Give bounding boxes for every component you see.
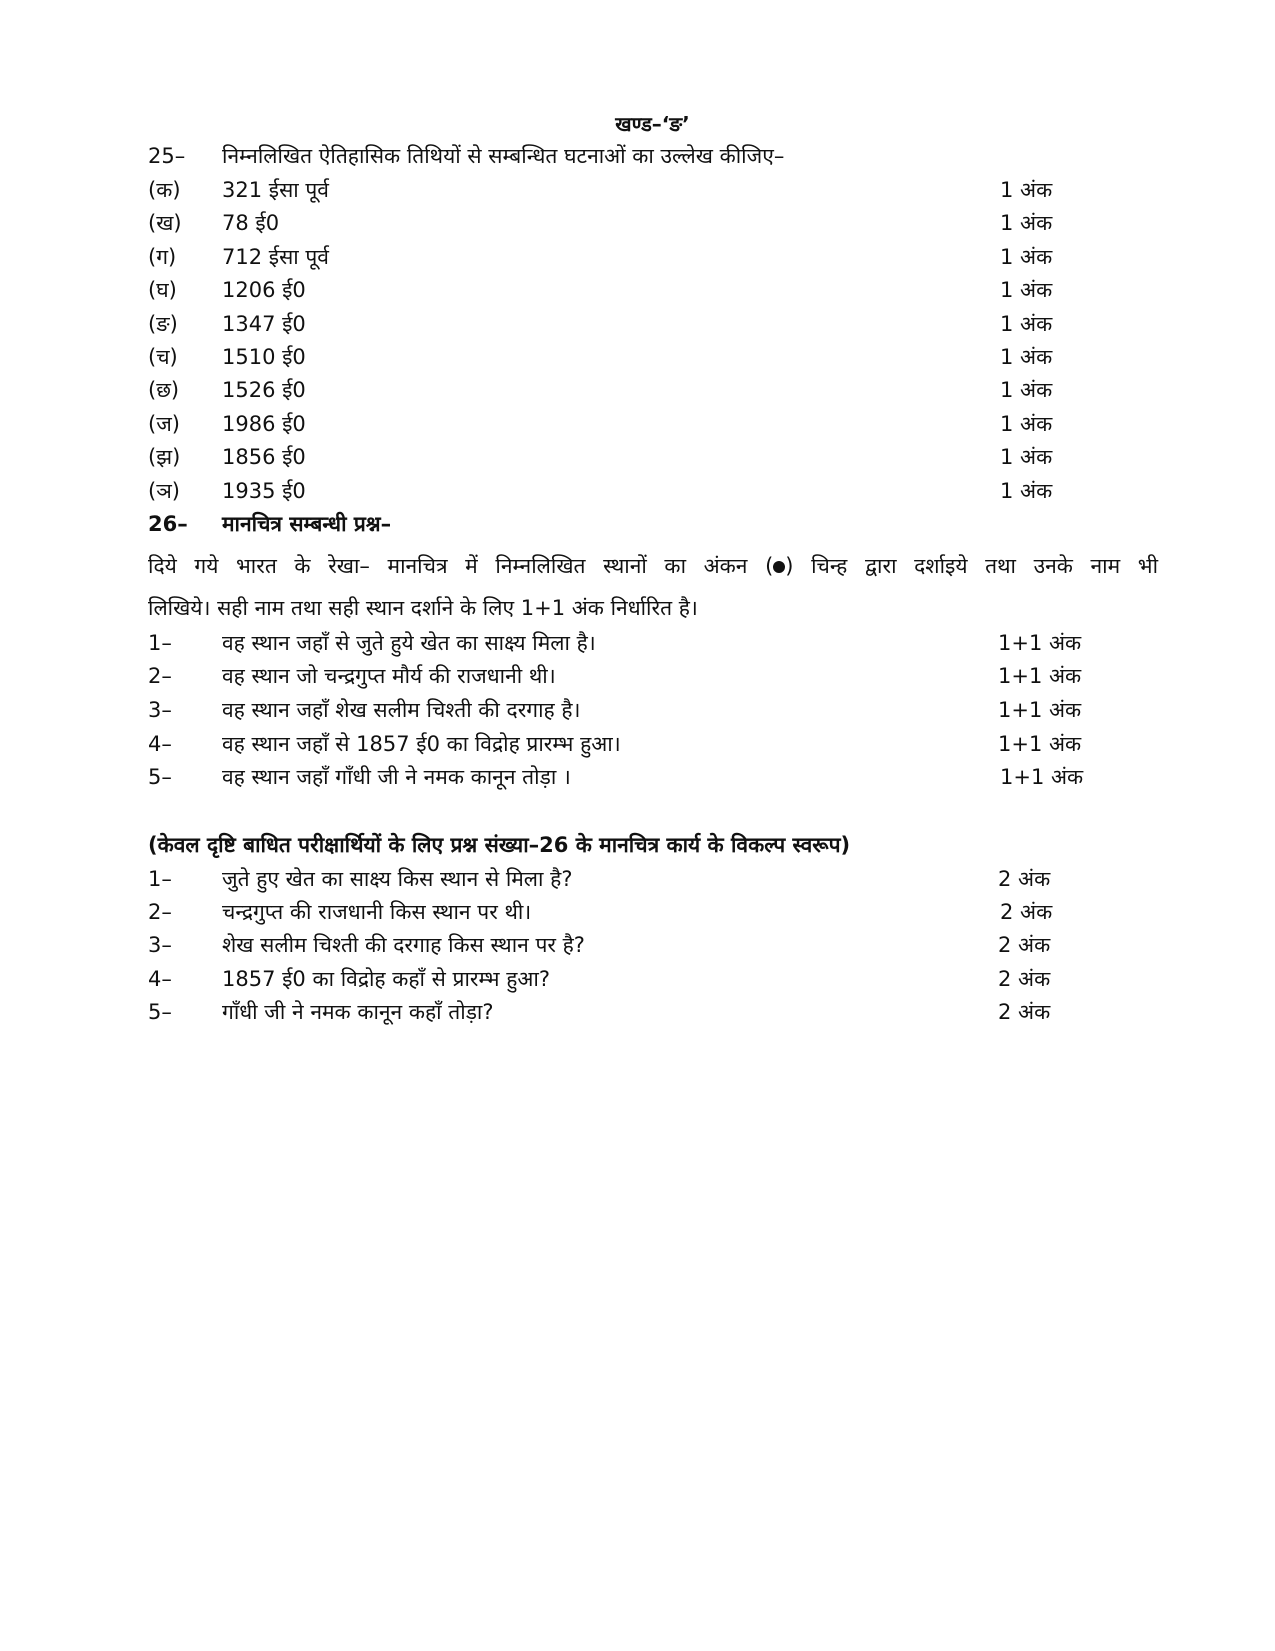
item-marks: 1 अंक xyxy=(1000,245,1053,269)
item-marks: 2 अंक xyxy=(998,1000,1051,1024)
map-instruction-line-1 xyxy=(148,551,1158,581)
item-marks: 1 अंक xyxy=(1000,211,1053,235)
list-item xyxy=(148,729,1148,759)
question-title: मानचित्र सम्बन्धी प्रश्न– xyxy=(222,512,392,536)
instruction-text-part-2: ) चिन्ह द्वारा दर्शाइये तथा उनके नाम भी xyxy=(785,554,1159,578)
list-item xyxy=(148,208,1148,238)
list-item xyxy=(148,864,1148,894)
item-label: 2– xyxy=(148,664,172,688)
list-item xyxy=(148,242,1148,272)
item-text: वह स्थान जहाँ गाँधी जी ने नमक कानून तोड़ा । xyxy=(222,765,571,789)
item-marks: 1+1 अंक xyxy=(1000,765,1084,789)
item-text: चन्द्रगुप्त की राजधानी किस स्थान पर थी। xyxy=(222,900,532,924)
item-text: शेख सलीम चिश्ती की दरगाह किस स्थान पर है? xyxy=(222,933,585,957)
item-text: 712 ईसा पूर्व xyxy=(222,245,329,269)
list-item xyxy=(148,695,1148,725)
item-marks: 1 अंक xyxy=(1000,445,1053,469)
item-label: (ङ) xyxy=(148,312,178,336)
item-marks: 2 अंक xyxy=(998,867,1051,891)
item-label: 1– xyxy=(148,631,172,655)
item-marks: 2 अंक xyxy=(998,933,1051,957)
item-label: 3– xyxy=(148,933,172,957)
item-text: 1856 ई0 xyxy=(222,445,306,469)
item-label: (क) xyxy=(148,178,181,202)
item-marks: 1+1 अंक xyxy=(998,698,1082,722)
list-item xyxy=(148,442,1148,472)
item-marks: 1 अंक xyxy=(1000,312,1053,336)
question-number: 26– xyxy=(148,512,188,536)
item-text: जुते हुए खेत का साक्ष्य किस स्थान से मिला है? xyxy=(222,867,573,891)
item-text: वह स्थान जहाँ शेख सलीम चिश्ती की दरगाह है। xyxy=(222,698,581,722)
item-label: 1– xyxy=(148,867,172,891)
list-item xyxy=(148,897,1148,927)
list-item xyxy=(148,762,1148,792)
list-item xyxy=(148,409,1148,439)
item-label: (ञ) xyxy=(148,479,180,503)
item-marks: 1+1 अंक xyxy=(998,631,1082,655)
question-25 xyxy=(148,141,1148,171)
list-item xyxy=(148,476,1148,506)
item-label: (झ) xyxy=(148,445,181,469)
question-26 xyxy=(148,509,1148,539)
item-text: 1857 ई0 का विद्रोह कहाँ से प्रारम्भ हुआ? xyxy=(222,967,550,991)
instruction-text-part-1: दिये गये भारत के रेखा– मानचित्र में निम्नलिखित स्थानों का अंकन ( xyxy=(148,554,774,578)
item-text: वह स्थान जहाँ से 1857 ई0 का विद्रोह प्रारम्भ हुआ। xyxy=(222,732,621,756)
item-label: (घ) xyxy=(148,278,177,302)
list-item xyxy=(148,964,1148,994)
list-item xyxy=(148,375,1148,405)
item-marks: 1+1 अंक xyxy=(998,732,1082,756)
item-marks: 1 अंक xyxy=(1000,412,1053,436)
item-marks: 2 अंक xyxy=(998,967,1051,991)
item-text: 1935 ई0 xyxy=(222,479,306,503)
item-text: 1206 ई0 xyxy=(222,278,306,302)
question-number: 25– xyxy=(148,144,186,168)
question-prompt: निम्नलिखित ऐतिहासिक तिथियों से सम्बन्धित घटनाओं का उल्लेख कीजिए– xyxy=(222,144,785,168)
list-item xyxy=(148,661,1148,691)
item-label: 4– xyxy=(148,732,172,756)
bullet-mark-icon xyxy=(773,561,785,573)
item-text: गाँधी जी ने नमक कानून कहाँ तोड़ा? xyxy=(222,1000,494,1024)
item-label: 5– xyxy=(148,1000,172,1024)
item-label: (छ) xyxy=(148,378,180,402)
item-marks: 1 अंक xyxy=(1000,378,1053,402)
item-marks: 1 अंक xyxy=(1000,345,1053,369)
list-item xyxy=(148,309,1148,339)
item-text: 1526 ई0 xyxy=(222,378,306,402)
item-label: 4– xyxy=(148,967,172,991)
alternative-heading: (केवल दृष्टि बाधित परीक्षार्थियों के लिए प्रश्न संख्या–26 के मानचित्र कार्य के विकल्प स्वरूप) xyxy=(148,833,851,857)
item-label: 2– xyxy=(148,900,172,924)
item-text: वह स्थान जो चन्द्रगुप्त मौर्य की राजधानी थी। xyxy=(222,664,556,688)
section-heading: खण्ड–‘ङ’ xyxy=(615,112,690,136)
item-text: 1347 ई0 xyxy=(222,312,306,336)
item-text: 321 ईसा पूर्व xyxy=(222,178,329,202)
item-text: 1986 ई0 xyxy=(222,412,306,436)
item-marks: 1 अंक xyxy=(1000,178,1053,202)
item-text: वह स्थान जहाँ से जुते हुये खेत का साक्ष्य मिला है। xyxy=(222,631,596,655)
list-item xyxy=(148,930,1148,960)
list-item xyxy=(148,997,1148,1027)
item-marks: 2 अंक xyxy=(1000,900,1053,924)
item-label: (ज) xyxy=(148,412,180,436)
item-text: 1510 ई0 xyxy=(222,345,306,369)
item-label: 5– xyxy=(148,765,172,789)
list-item xyxy=(148,275,1148,305)
item-marks: 1 अंक xyxy=(1000,479,1053,503)
map-instruction-line-2: लिखिये। सही नाम तथा सही स्थान दर्शाने के लिए 1+1 अंक निर्धारित है। xyxy=(148,596,698,620)
item-marks: 1+1 अंक xyxy=(998,664,1082,688)
list-item xyxy=(148,175,1148,205)
item-text: 78 ई0 xyxy=(222,211,280,235)
list-item xyxy=(148,628,1148,658)
list-item xyxy=(148,342,1148,372)
item-label: (ख) xyxy=(148,211,182,235)
item-label: (ग) xyxy=(148,245,177,269)
item-label: (च) xyxy=(148,345,178,369)
item-label: 3– xyxy=(148,698,172,722)
item-marks: 1 अंक xyxy=(1000,278,1053,302)
